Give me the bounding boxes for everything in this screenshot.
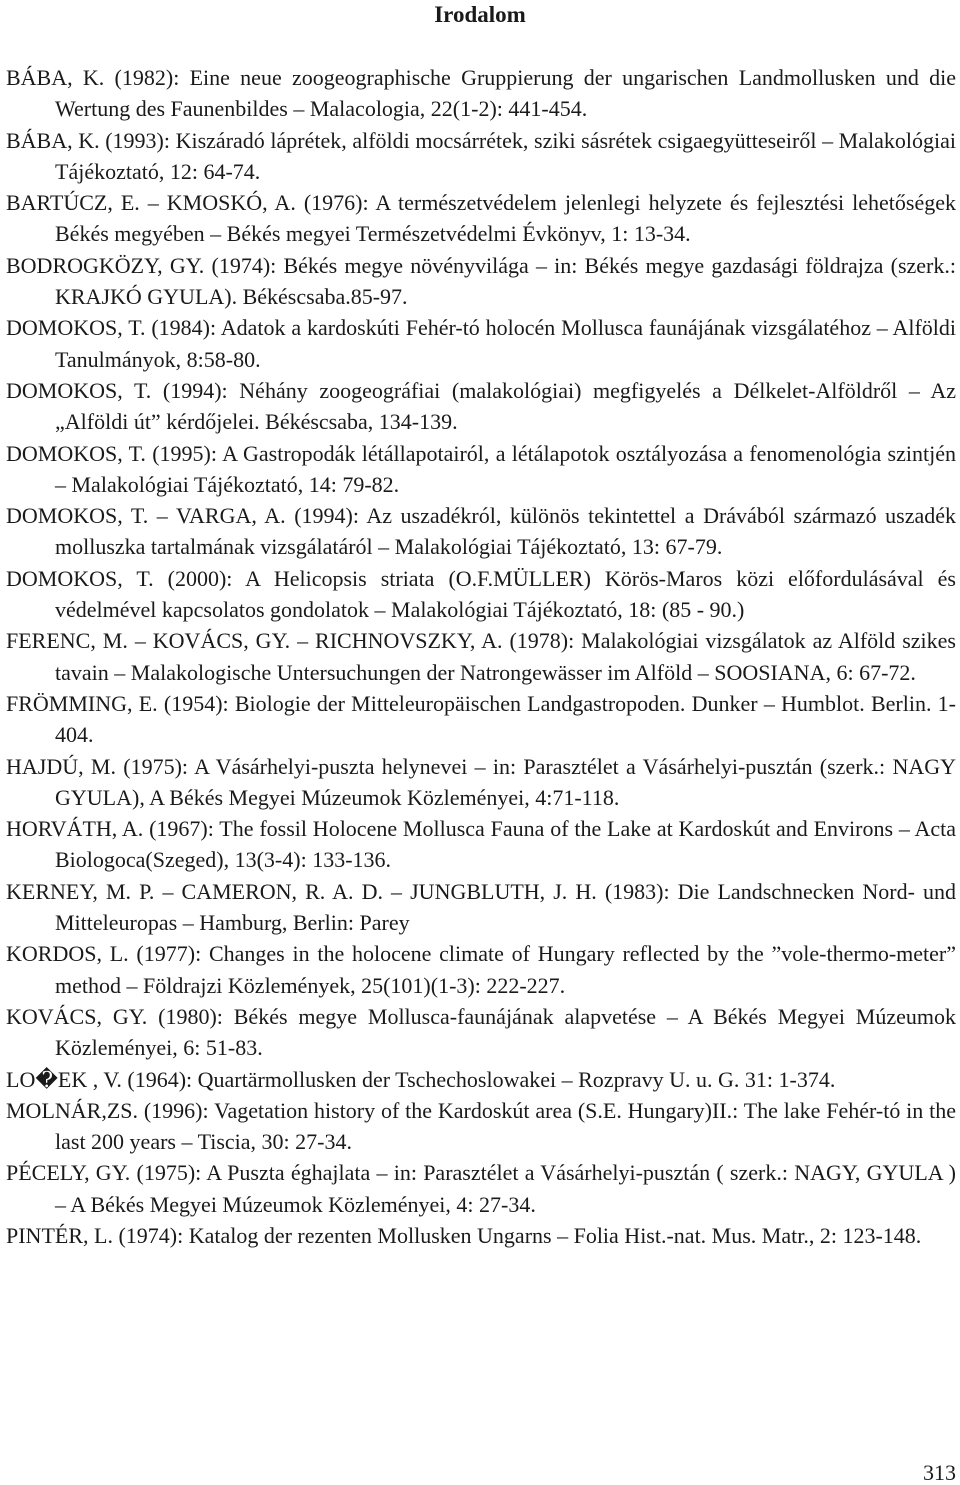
reference-entry: MOLNÁR,ZS. (1996): Vagetation history of the Kardoskút area (S.E. Hungary)II.: The lake Fehér-tó in the last 200 years – Tiscia, 30: 27-34. bbox=[6, 1097, 956, 1155]
reference-entry: BÁBA, K. (1982): Eine neue zoogeographische Gruppierung der ungarischen Landmollusken und die Wertung des Faunenbildes – Malacologia, 22(1-2): 441-454. bbox=[6, 65, 956, 122]
reference-entry: KORDOS, L. (1977): Changes in the holocene climate of Hungary reflected by the ”vole-thermo-meter” method – Földrajzi Közlemények, 25(101)(1-3): 222-227. bbox=[6, 941, 956, 998]
reference-entry: DOMOKOS, T. (2000): A Helicopsis striata (O.F.MÜLLER) Körös-Maros közi előfordulásával és védelmével kapcsolatos gondolatok – Malakológiai Tájékoztató, 18: (85 - 90.) bbox=[6, 565, 956, 623]
reference-entry: FERENC, M. – KOVÁCS, GY. – RICHNOVSZKY, A. (1978): Malakológiai vizsgálatok az Alföld szikes tavain – Malakologische Untersuchungen der Natrongewässer im Alföld – SOOSIANA, 6: 67-72. bbox=[6, 628, 956, 685]
reference-entry: HORVÁTH, A. (1967): The fossil Holocene Mollusca Fauna of the Lake at Kardoskút and Environs – Acta Biologoca(Szeged), 13(3-4): 133-136. bbox=[6, 816, 956, 873]
reference-entry: KOVÁCS, GY. (1980): Békés megye Mollusca-faunájának alapvetése – A Békés Megyei Múzeumok Közleményei, 6: 51-83. bbox=[6, 1003, 956, 1061]
reference-entry: LO�EK , V. (1964): Quartärmollusken der Tschechoslowakei – Rozpravy U. u. G. 31: 1-374. bbox=[6, 1066, 836, 1092]
reference-entry: PÉCELY, GY. (1975): A Puszta éghajlata – in: Parasztélet a Vásárhelyi-pusztán ( szerk.: NAGY, GYULA ) – A Békés Megyei Múzeumok Közleményei, 4: 27-34. bbox=[6, 1160, 956, 1217]
reference-entry: FRÖMMING, E. (1954): Biologie der Mitteleuropäischen Landgastropoden. Dunker – Humblot. Berlin. 1-404. bbox=[6, 690, 956, 748]
reference-entry: KERNEY, M. P. – CAMERON, R. A. D. – JUNGBLUTH, J. H. (1983): Die Landschnecken Nord- und Mitteleuropas – Hamburg, Berlin: Parey bbox=[6, 878, 956, 936]
reference-entry: BARTÚCZ, E. – KMOSKÓ, A. (1976): A természetvédelem jelenlegi helyzete és fejlesztési lehetőségek Békés megyében – Békés megyei Természetvédelmi Évkönyv, 1: 13-34. bbox=[6, 190, 956, 247]
reference-entry: BODROGKÖZY, GY. (1974): Békés megye növényvilága – in: Békés megye gazdasági földrajza (szerk.: KRAJKÓ GYULA). Békéscsaba.85-97. bbox=[6, 252, 956, 310]
reference-list bbox=[6, 62, 956, 1251]
reference-entry: HAJDÚ, M. (1975): A Vásárhelyi-puszta helynevei – in: Parasztélet a Vásárhelyi-pusztán (szerk.: NAGY GYULA), A Békés Megyei Múzeumok Közleményei, 4:71-118. bbox=[6, 753, 956, 810]
reference-entry: DOMOKOS, T. (1995): A Gastropodák létállapotairól, a létálapotok osztályozása a fenomenológia szintjén – Malakológiai Tájékoztató, 14: 79-82. bbox=[6, 440, 956, 497]
reference-entry: BÁBA, K. (1993): Kiszáradó láprétek, alföldi mocsárrétek, sziki sásrétek csigaegyütteseiről – Malakológiai Tájékoztató, 12: 64-74. bbox=[6, 127, 956, 184]
reference-entry: DOMOKOS, T. – VARGA, A. (1994): Az uszadékról, különös tekintettel a Drávából származó uszadék molluszka tartalmának vizsgálatáról – Malakológiai Tájékoztató, 13: 67-79. bbox=[6, 503, 956, 560]
reference-entry: DOMOKOS, T. (1984): Adatok a kardoskúti Fehér-tó holocén Mollusca faunájának vizsgálatéhoz – Alföldi Tanulmányok, 8:58-80. bbox=[6, 315, 956, 372]
page-number: 313 bbox=[923, 1460, 956, 1485]
reference-entry: DOMOKOS, T. (1994): Néhány zoogeográfiai (malakológiai) megfigyelés a Délkelet-Alföldről – Az „Alföldi út” kérdőjelei. Békéscsaba, 134-139. bbox=[6, 377, 956, 435]
page-heading: Irodalom bbox=[434, 2, 526, 27]
reference-entry: PINTÉR, L. (1974): Katalog der rezenten Mollusken Ungarns – Folia Hist.-nat. Mus. Matr., 2: 123-148. bbox=[6, 1222, 922, 1248]
